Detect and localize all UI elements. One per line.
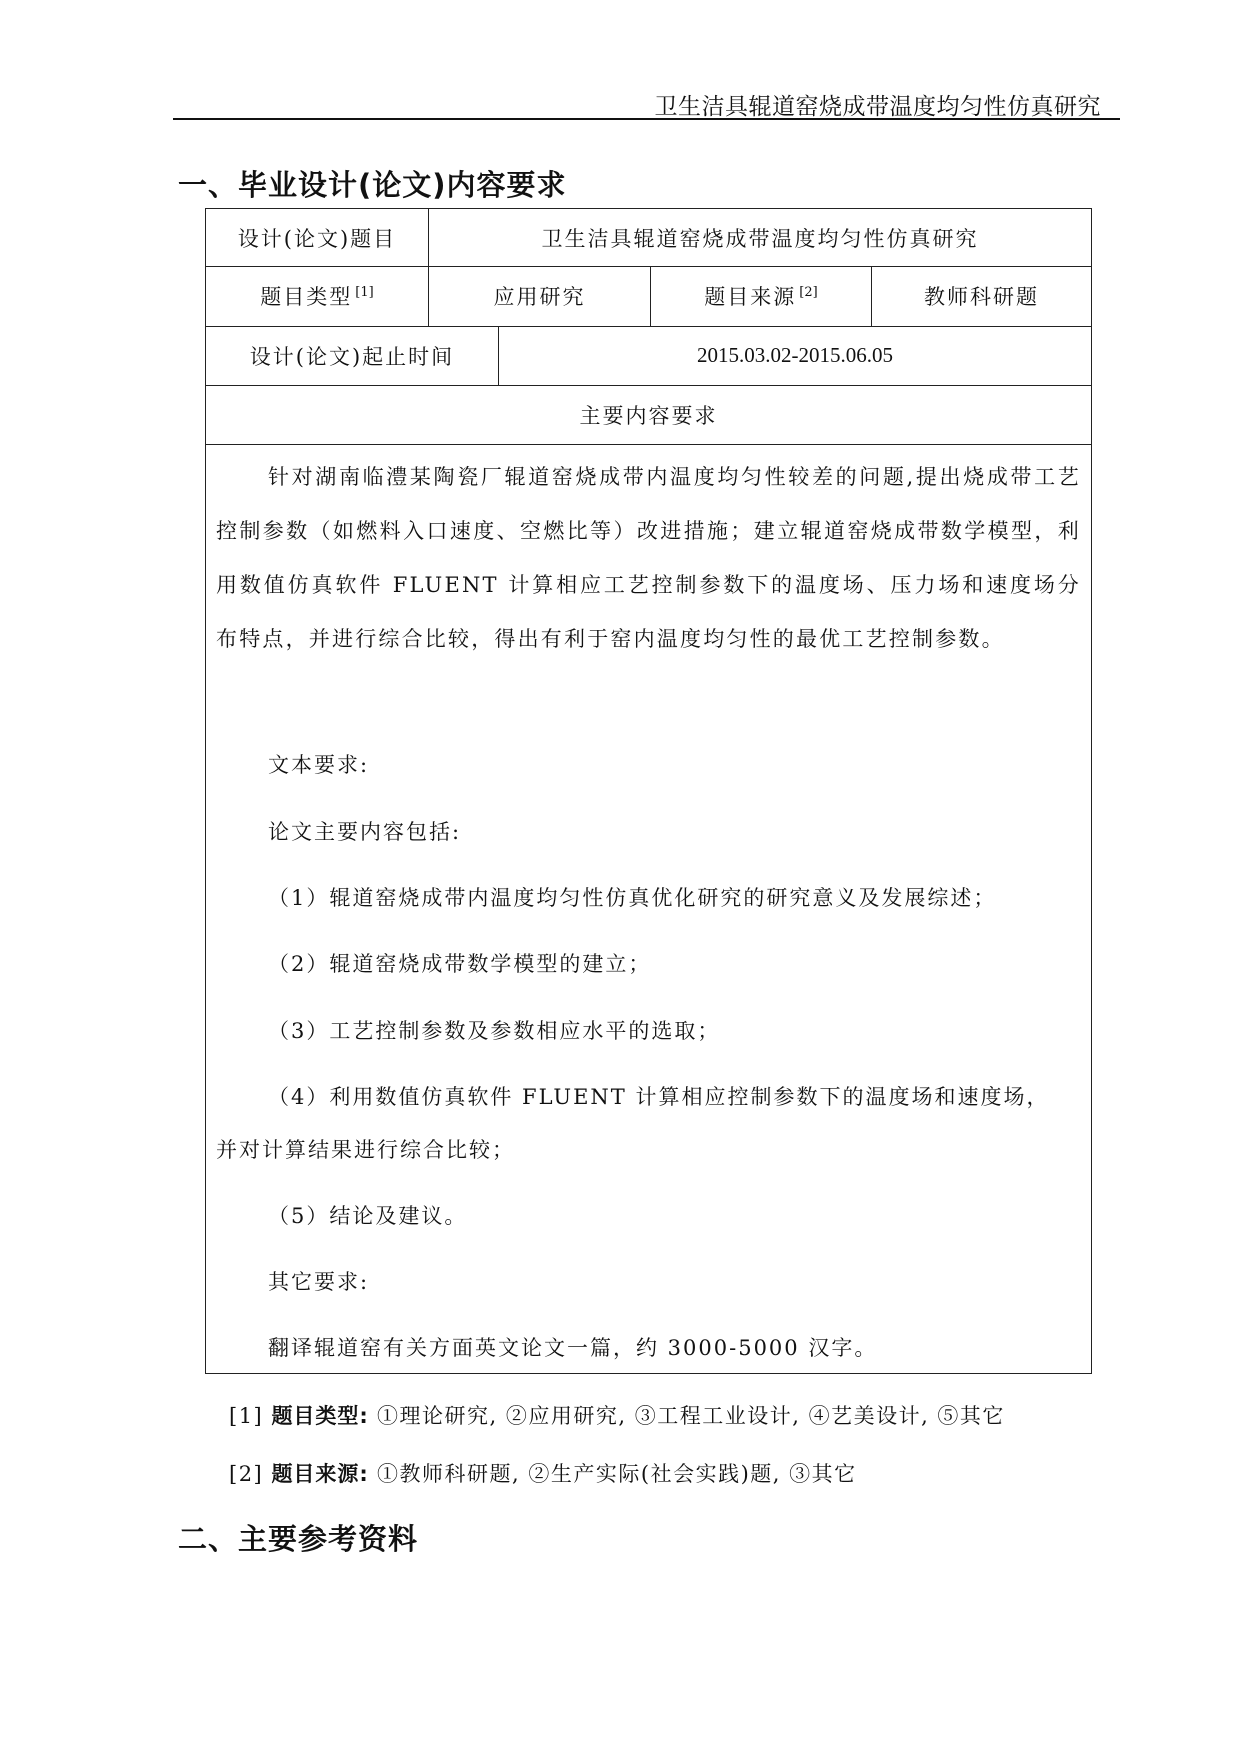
- section-heading-content-requirements: 一、毕业设计(论文)内容要求: [178, 168, 567, 202]
- source-label-cell: [651, 266, 872, 326]
- requirements-content: [216, 444, 1081, 1360]
- footnote-2: [229, 1458, 857, 1488]
- footnote-2-label: 题目来源:: [271, 1462, 369, 1486]
- type-value-cell: 应用研究: [429, 266, 651, 326]
- form-row-main-requirements: [206, 385, 1091, 445]
- other-requirements-value: 翻译辊道窑有关方面英文论文一篇，约 3000-5000 汉字。: [268, 1336, 878, 1360]
- header-divider: [173, 118, 1120, 120]
- title-label-cell: 设计(论文)题目: [206, 209, 429, 266]
- content-item-2: （2）辊道窑烧成带数学模型的建立；: [268, 952, 652, 976]
- type-label-cell: [206, 266, 429, 326]
- source-note-ref: [2]: [799, 284, 818, 300]
- form-row-period: [206, 326, 1091, 386]
- footnote-2-text: ①教师科研题, ②生产实际(社会实践)题, ③其它: [377, 1462, 857, 1486]
- content-item-4-line-2: 并对计算结果进行综合比较；: [216, 1138, 515, 1162]
- form-row-title: [206, 209, 1091, 267]
- form-row-type-source: [206, 266, 1091, 327]
- text-requirements-label: 文本要求:: [268, 753, 370, 777]
- source-label: 题目来源: [704, 285, 797, 309]
- requirements-form-table: [205, 208, 1092, 1374]
- other-requirements-label: 其它要求:: [268, 1270, 370, 1294]
- content-item-3: （3）工艺控制参数及参数相应水平的选取；: [268, 1019, 721, 1043]
- type-label: 题目类型: [260, 285, 353, 309]
- content-item-4-line-1: （4）利用数值仿真软件 FLUENT 计算相应控制参数下的温度场和速度场，: [268, 1085, 1050, 1109]
- source-value-cell: 教师科研题: [924, 285, 1039, 309]
- content-item-1: （1）辊道窑烧成带内温度均匀性仿真优化研究的研究意义及发展综述；: [268, 886, 997, 910]
- period-value-cell: 2015.03.02-2015.06.05: [697, 343, 893, 367]
- thesis-content-label: 论文主要内容包括:: [268, 820, 462, 844]
- footnote-1-label: 题目类型:: [271, 1404, 369, 1428]
- footnote-1: [229, 1400, 1005, 1430]
- main-requirements-label: 主要内容要求: [579, 403, 718, 428]
- intro-paragraph: 针对湖南临澧某陶瓷厂辊道窑烧成带内温度均匀性较差的问题,提出烧成带工艺控制参数（如燃料入口速度、空燃比等）改进措施；建立辊道窑烧成带数学模型，利用数值仿真软件 FLUENT 计算相应工艺控制参数下的温度场、压力场和速度场分布特点，并进行综合比较，得出有利于窑内温度均匀性的最优工艺控制参数。: [216, 465, 1081, 651]
- content-item-5: （5）结论及建议。: [268, 1204, 468, 1228]
- type-note-ref: [1]: [355, 284, 374, 300]
- footnote-1-text: ①理论研究, ②应用研究, ③工程工业设计, ④艺美设计, ⑤其它: [377, 1404, 1005, 1428]
- footnote-1-ref: [1]: [229, 1404, 264, 1428]
- title-value-cell: 卫生洁具辊道窑烧成带温度均匀性仿真研究: [541, 226, 979, 251]
- period-label-cell: 设计(论文)起止时间: [206, 326, 499, 385]
- footnote-2-ref: [2]: [229, 1462, 264, 1486]
- running-header-title: 卫生洁具辊道窑烧成带温度均匀性仿真研究: [654, 94, 1101, 120]
- section-heading-references: 二、主要参考资料: [178, 1522, 419, 1556]
